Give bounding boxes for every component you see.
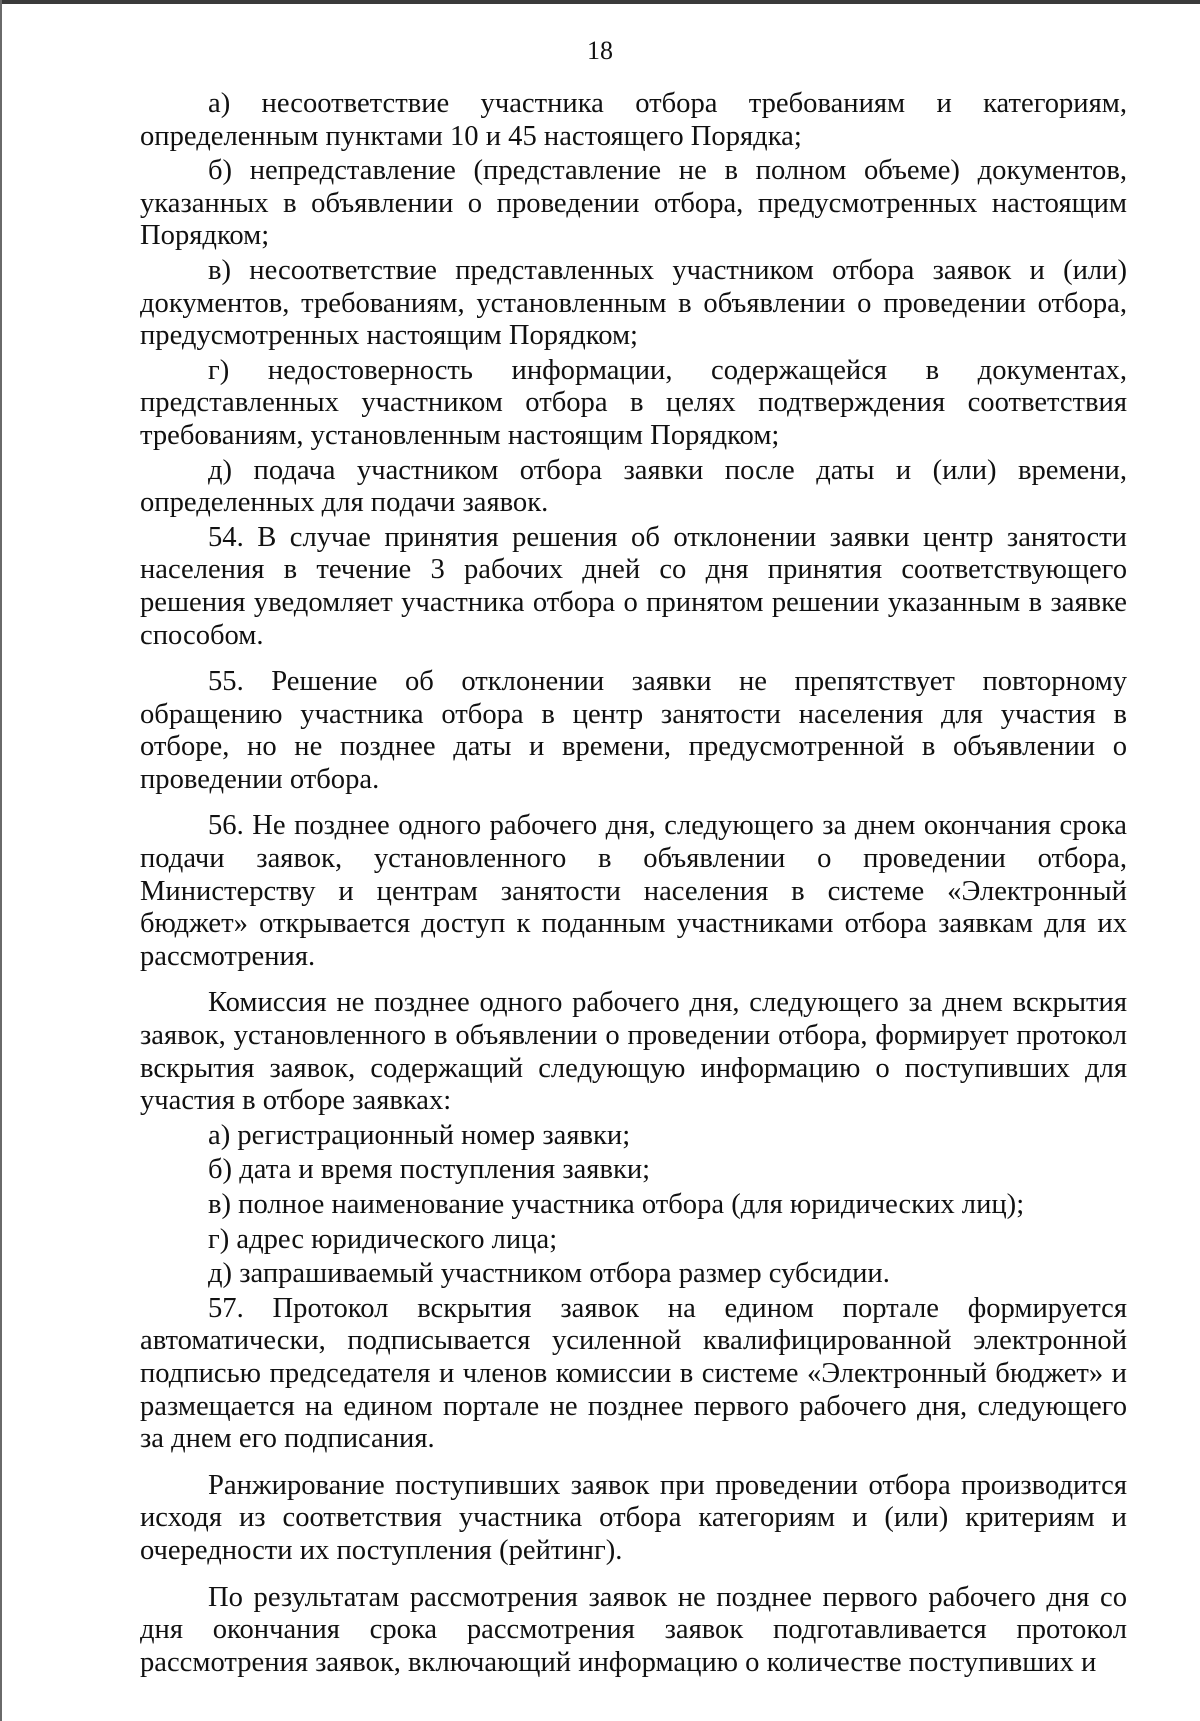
paragraph-clause-56: 56. Не позднее одного рабочего дня, следующего за днем окончания срока подачи заявок, установленного в объявлении о проведении отбора, Министерству и центрам занятости населения в системе «Электронный бюджет» открывается доступ к поданным участниками отбора заявкам для их рассмотрения. (140, 810, 1127, 972)
list-item-registration-number: а) регистрационный номер заявки; (208, 1119, 631, 1151)
list-item-participant-name: в) полное наименование участника отбора (для юридических лиц); (208, 1189, 1025, 1220)
paragraph-item-d: д) подача участником отбора заявки после даты и (или) времени, определенных для подачи заявок. (140, 454, 1127, 519)
list-item-receipt-datetime: б) дата и время поступления заявки; (208, 1154, 651, 1186)
list-item-subsidy-amount: д) запрашиваемый участником отбора размер субсидии. (208, 1258, 890, 1290)
document-body (140, 88, 1127, 1679)
paragraph-item-g: г) недостоверность информации, содержащейся в документах, представленных участником отбора в целях подтверждения соответствия требованиям, установленным настоящим Порядком; (140, 354, 1127, 451)
page-top-border (0, 0, 1200, 4)
paragraph-item-v: в) несоответствие представленных участником отбора заявок и (или) документов, требованиям, установленным в объявлении о проведении отбора, предусмотренных настоящим Порядком; (140, 254, 1127, 352)
paragraph-clause-57: 57. Протокол вскрытия заявок на едином портале формируется автоматически, подписывается усиленной квалифицированной электронной подписью председателя и членов комиссии в системе «Электронный бюджет» и размещается на едином портале не позднее первого рабочего дня, следующего за днем его подписания. (140, 1292, 1127, 1455)
paragraph-clause-54: 54. В случае принятия решения об отклонении заявки центр занятости населения в течение 3 рабочих дней со дня принятия соответствующего решения уведомляет участника отбора о принятом решении указанным в заявке способом. (140, 521, 1127, 651)
paragraph-item-b: б) непредставление (представление не в полном объеме) документов, указанных в объявлении о проведении отбора, предусмотренных настоящим Порядком; (140, 155, 1127, 252)
paragraph-ranking: Ранжирование поступивших заявок при проведении отбора производится исходя из соответствия участника отбора категориям и (или) критериям и очередности их поступления (рейтинг). (140, 1469, 1127, 1566)
paragraph-item-a: а) несоответствие участника отбора требованиям и категориям, определенным пунктами 10 и 45 настоящего Порядка; (140, 88, 1127, 152)
paragraph-review-results: По результатам рассмотрения заявок не позднее первого рабочего дня со дня окончания срока рассмотрения заявок подготавливается протокол рассмотрения заявок, включающий информацию о количестве поступивших и (140, 1581, 1127, 1678)
page-number: 18 (587, 36, 613, 65)
paragraph-commission: Комиссия не позднее одного рабочего дня, следующего за днем вскрытия заявок, установленного в объявлении о проведении отбора, формирует протокол вскрытия заявок, содержащий следующую информацию о поступивших для участия в отборе заявках: (140, 987, 1127, 1117)
list-item-legal-address: г) адрес юридического лица; (208, 1223, 558, 1255)
paragraph-clause-55: 55. Решение об отклонении заявки не препятствует повторному обращению участника отбора в центр занятости населения для участия в отборе, но не позднее даты и времени, предусмотренной в объявлении о проведении отбора. (140, 666, 1127, 795)
page-left-border (0, 0, 2, 1721)
